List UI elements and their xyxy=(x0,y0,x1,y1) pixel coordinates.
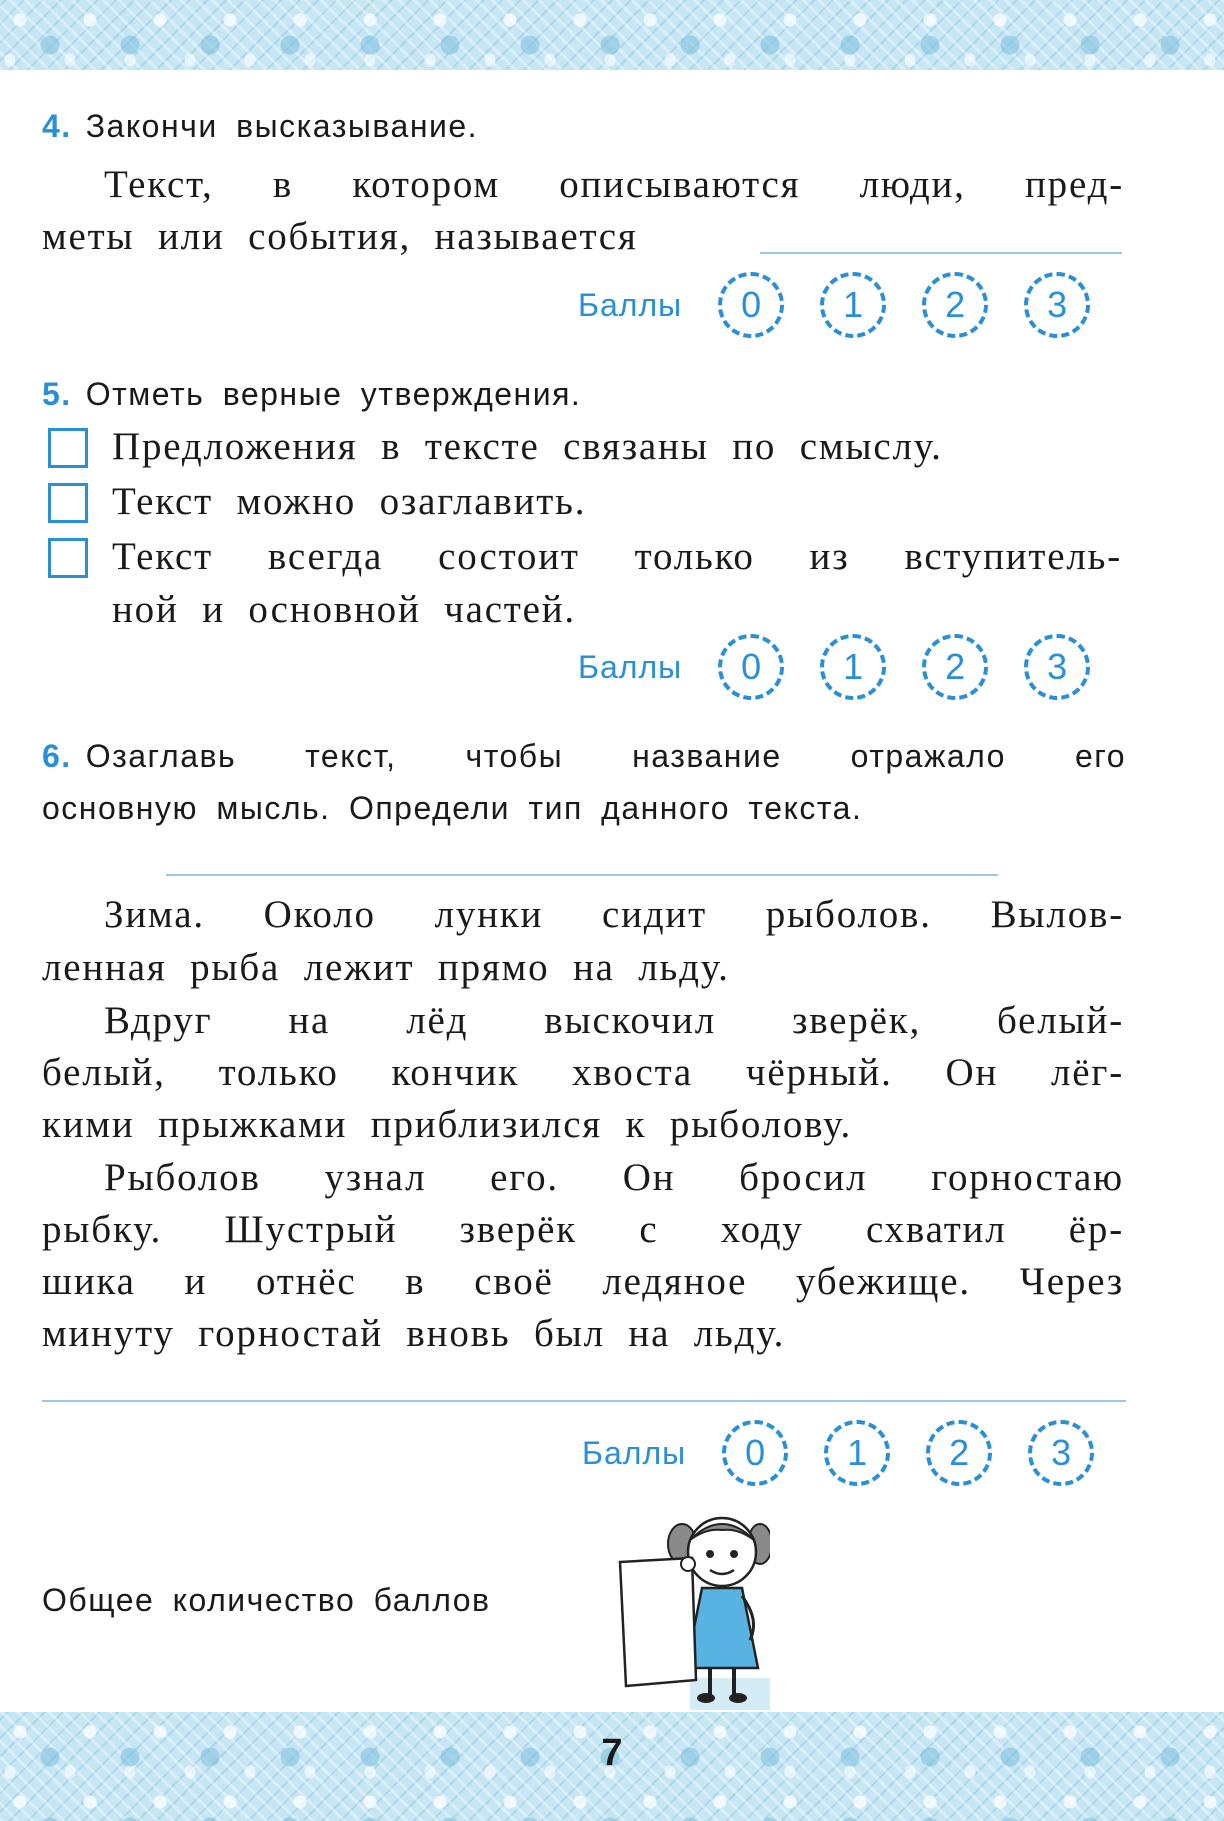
task-6-score xyxy=(582,1418,1094,1488)
task-6-title-line[interactable] xyxy=(166,874,998,876)
task-6-text-line: ленная рыба лежит прямо на льду. xyxy=(42,946,730,989)
score-option-0[interactable]: 0 xyxy=(722,1420,788,1486)
task-6-text-line: белый, только кончик хвоста чёрный. Он лёг- xyxy=(42,1051,1124,1094)
task-6-type-line[interactable] xyxy=(42,1400,1126,1402)
score-label: Баллы xyxy=(578,286,683,323)
task-6-text-line: Вдруг на лёд выскочил зверёк, белый- xyxy=(104,999,1124,1042)
task-6-heading-line-2: основную мысль. Определи тип данного текста. xyxy=(42,790,863,826)
task-6-text-line: минуту горностай вновь был на льду. xyxy=(42,1312,786,1355)
score-option-0[interactable]: 0 xyxy=(718,272,784,338)
task-5-number: 5. xyxy=(42,376,72,412)
task-5-option-1: Предложения в тексте связаны по смыслу. xyxy=(112,425,943,468)
score-option-0[interactable]: 0 xyxy=(718,634,784,700)
task-5-heading xyxy=(42,376,581,413)
task-6-text-line: рыбку. Шустрый зверёк с ходу схватил ёр- xyxy=(42,1208,1124,1251)
task-4-score xyxy=(578,270,1090,340)
task-6-heading-line-1: Озаглавь текст, чтобы название отражало его xyxy=(85,738,1126,774)
task-4-answer-line[interactable] xyxy=(760,252,1122,254)
task-5-heading-text: Отметь верные утверждения. xyxy=(85,376,582,412)
girl-illustration xyxy=(610,1500,770,1710)
blank-sheet xyxy=(620,1558,696,1686)
score-option-1[interactable]: 1 xyxy=(824,1420,890,1486)
task-4-heading xyxy=(42,108,478,145)
page-number: 7 xyxy=(601,1732,623,1774)
score-label: Баллы xyxy=(582,1434,687,1471)
score-option-1[interactable]: 1 xyxy=(820,634,886,700)
task-5-checkbox-3[interactable] xyxy=(48,538,88,578)
total-score-label: Общее количество баллов xyxy=(42,1582,491,1618)
score-option-2[interactable]: 2 xyxy=(922,634,988,700)
task-5-score xyxy=(578,632,1090,702)
task-6-number: 6. xyxy=(42,738,72,774)
decorative-top-band xyxy=(0,0,1224,70)
score-option-1[interactable]: 1 xyxy=(820,272,886,338)
task-5-checkbox-2[interactable] xyxy=(48,483,88,523)
task-4-text-line: меты или события, называется xyxy=(42,215,638,258)
task-4-number: 4. xyxy=(42,108,72,144)
score-option-2[interactable]: 2 xyxy=(922,272,988,338)
task-5-option-3: Текст всегда состоит только из вступитель- xyxy=(112,535,1122,578)
task-6-heading xyxy=(42,738,1126,775)
score-option-3[interactable]: 3 xyxy=(1024,634,1090,700)
task-5-option-3-continued: ной и основной частей. xyxy=(112,588,576,631)
task-6-text-line: Рыболов узнал его. Он бросил горностаю xyxy=(104,1156,1124,1199)
task-4-heading-text: Закончи высказывание. xyxy=(85,108,479,144)
task-5-checkbox-1[interactable] xyxy=(48,428,88,468)
score-label: Баллы xyxy=(578,648,683,685)
task-4-text-line: Текст, в котором описываются люди, пред- xyxy=(104,163,1124,206)
score-option-2[interactable]: 2 xyxy=(926,1420,992,1486)
score-option-3[interactable]: 3 xyxy=(1024,272,1090,338)
task-6-text-line: шика и отнёс в своё ледяное убежище. Через xyxy=(42,1260,1124,1303)
task-6-text-line: кими прыжками приблизился к рыболову. xyxy=(42,1103,853,1146)
score-option-3[interactable]: 3 xyxy=(1028,1420,1094,1486)
task-6-text-line: Зима. Около лунки сидит рыболов. Вылов- xyxy=(104,893,1124,936)
task-5-option-2: Текст можно озаглавить. xyxy=(112,480,587,523)
